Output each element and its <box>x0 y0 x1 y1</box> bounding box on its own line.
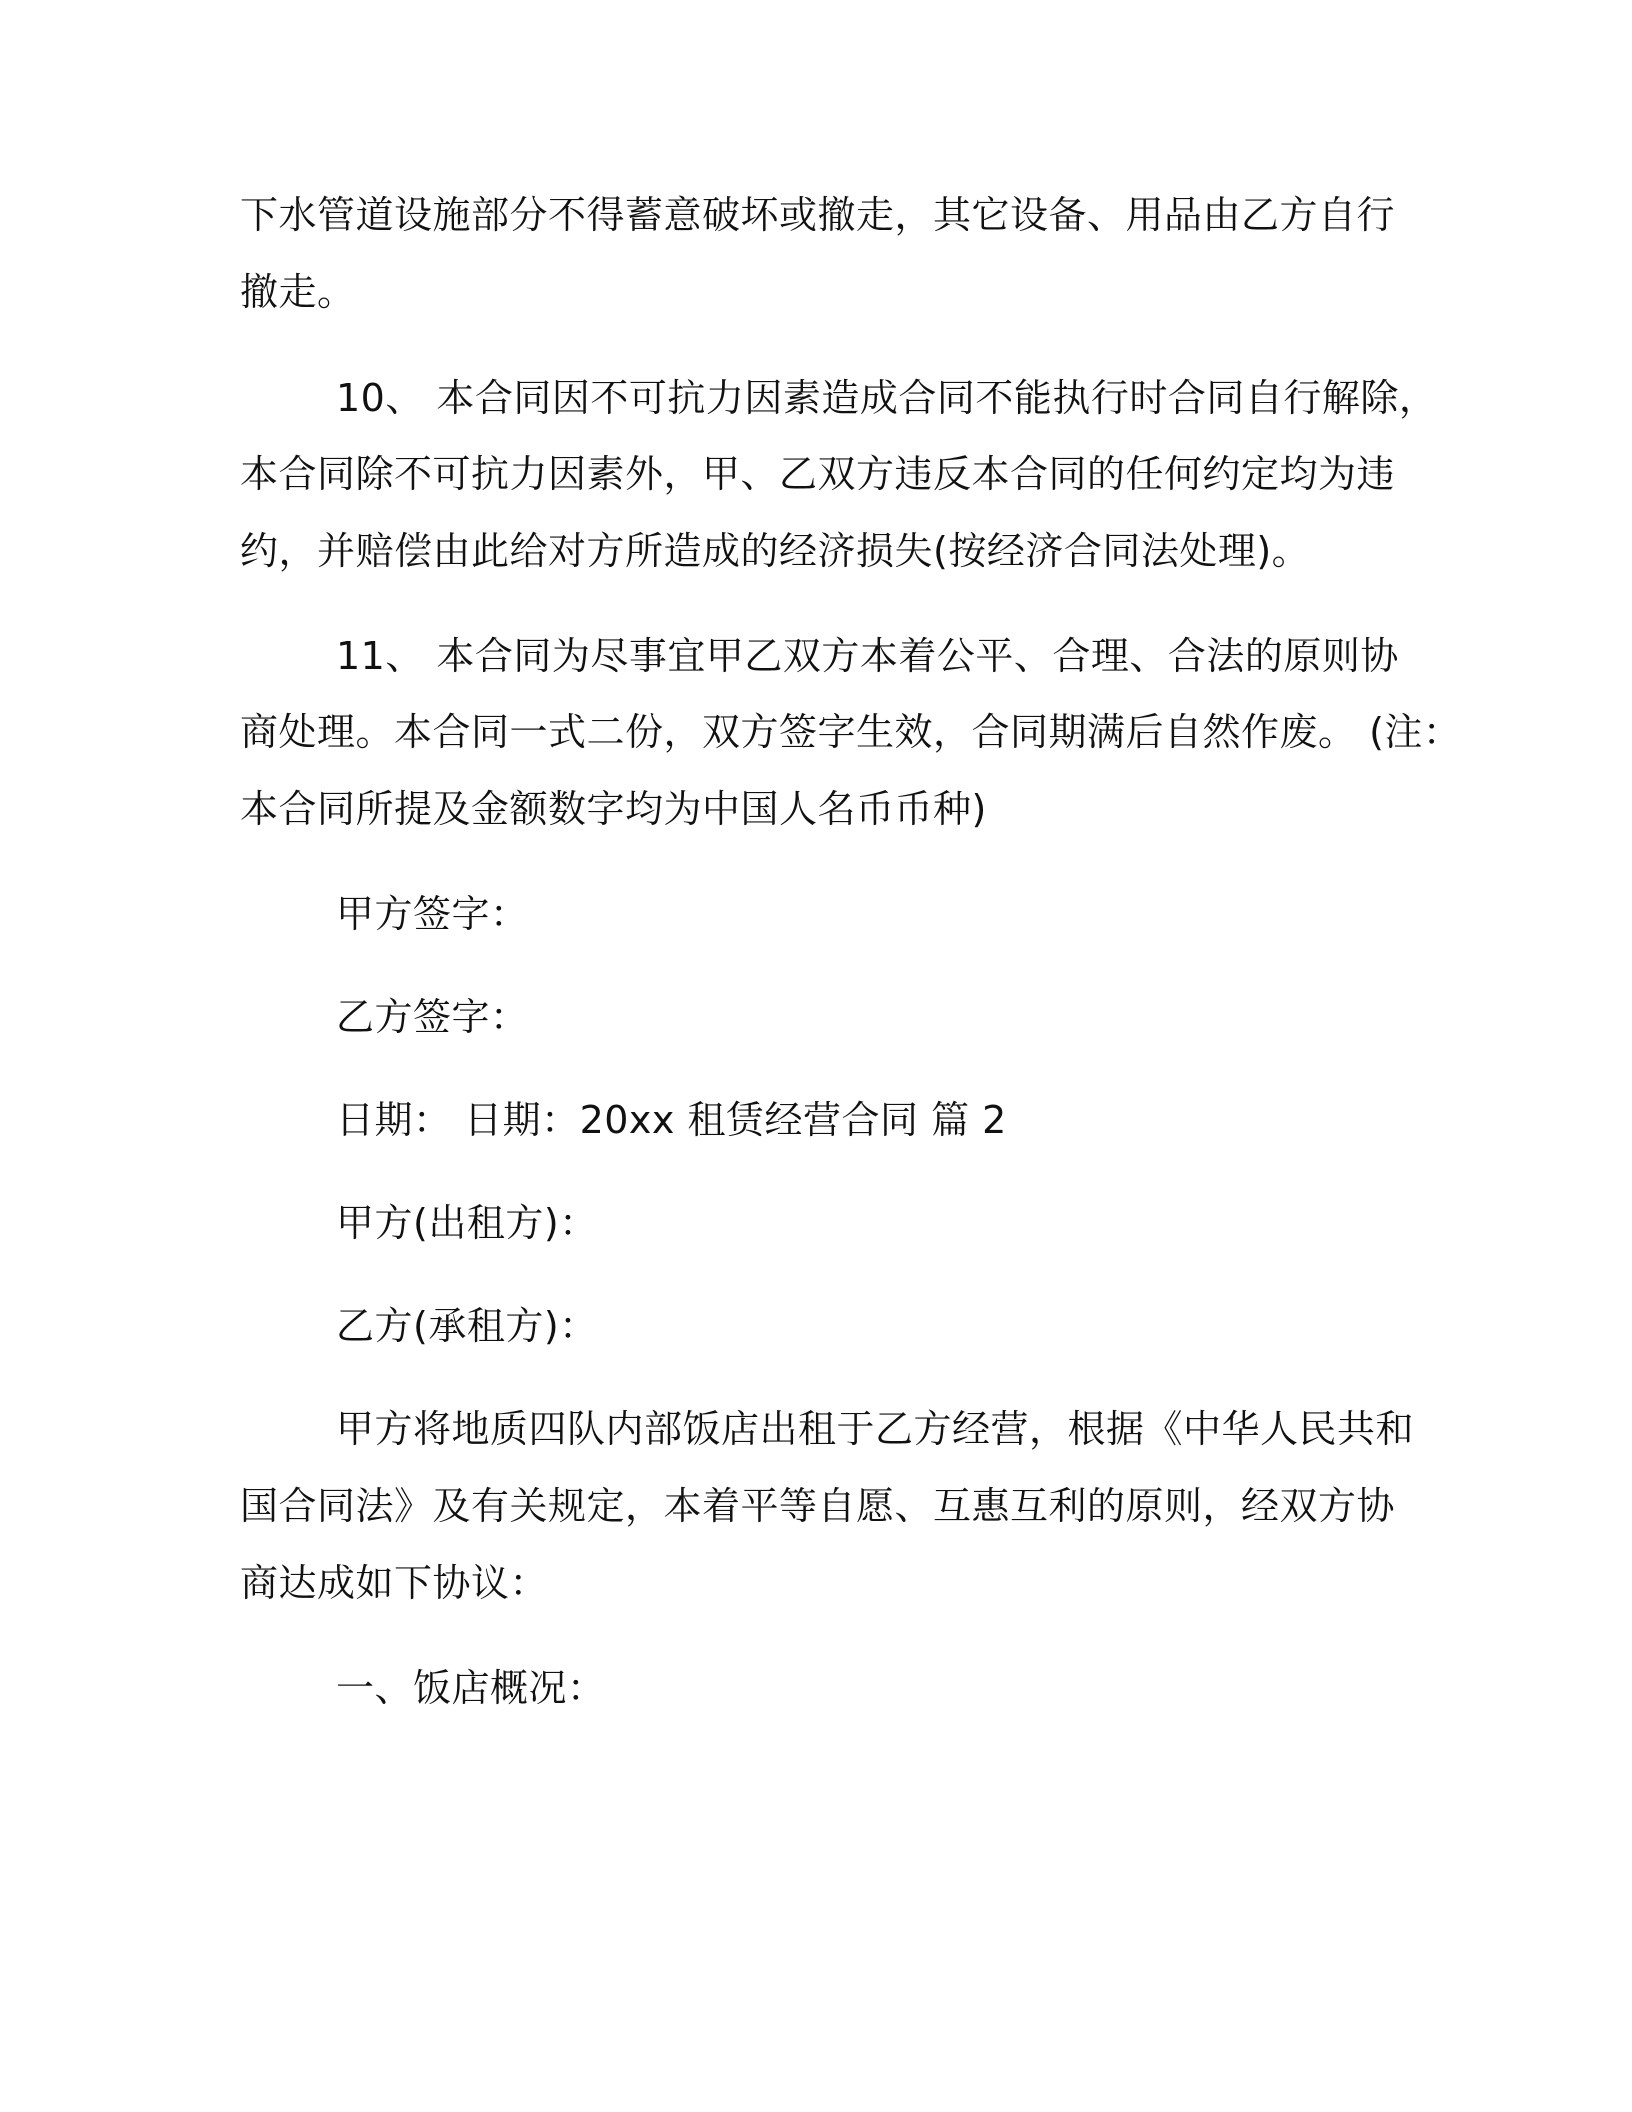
party-b-signature-label: 乙方签字： <box>336 995 529 1039</box>
date-line: 日期： 日期：20xx 租赁经营合同 篇 2 <box>336 1098 1007 1142</box>
text-line: 撤走。 <box>240 270 356 314</box>
text-line: 下水管道设施部分不得蓄意破坏或撤走，其它设备、用品由乙方自行 <box>240 193 1396 237</box>
lessor-label: 甲方(出租方)： <box>336 1201 598 1245</box>
text-line: 国合同法》及有关规定，本着平等自愿、互惠互利的原则，经双方协 <box>240 1484 1396 1528</box>
clause-11-line: 11、 本合同为尽事宜甲乙双方本着公平、合理、合法的原则协 <box>336 634 1399 678</box>
section-heading: 一、饭店概况： <box>336 1666 606 1710</box>
agreement-intro-line: 甲方将地质四队内部饭店出租于乙方经营，根据《中华人民共和 <box>336 1407 1415 1451</box>
party-a-signature-label: 甲方签字： <box>336 892 529 936</box>
text-line: 商达成如下协议： <box>240 1561 549 1605</box>
lessee-label: 乙方(承租方)： <box>336 1304 598 1348</box>
clause-10-line: 10、 本合同因不可抗力因素造成合同不能执行时合同自行解除， <box>336 376 1438 420</box>
text-line: 本合同所提及金额数字均为中国人名币币种) <box>240 787 987 831</box>
text-line: 商处理。本合同一式二份，双方签字生效，合同期满后自然作废。 (注： <box>240 710 1462 754</box>
text-line: 本合同除不可抗力因素外，甲、乙双方违反本合同的任何约定均为违 <box>240 452 1396 496</box>
text-line: 约，并赔偿由此给对方所造成的经济损失(按经济合同法处理)。 <box>240 529 1311 573</box>
